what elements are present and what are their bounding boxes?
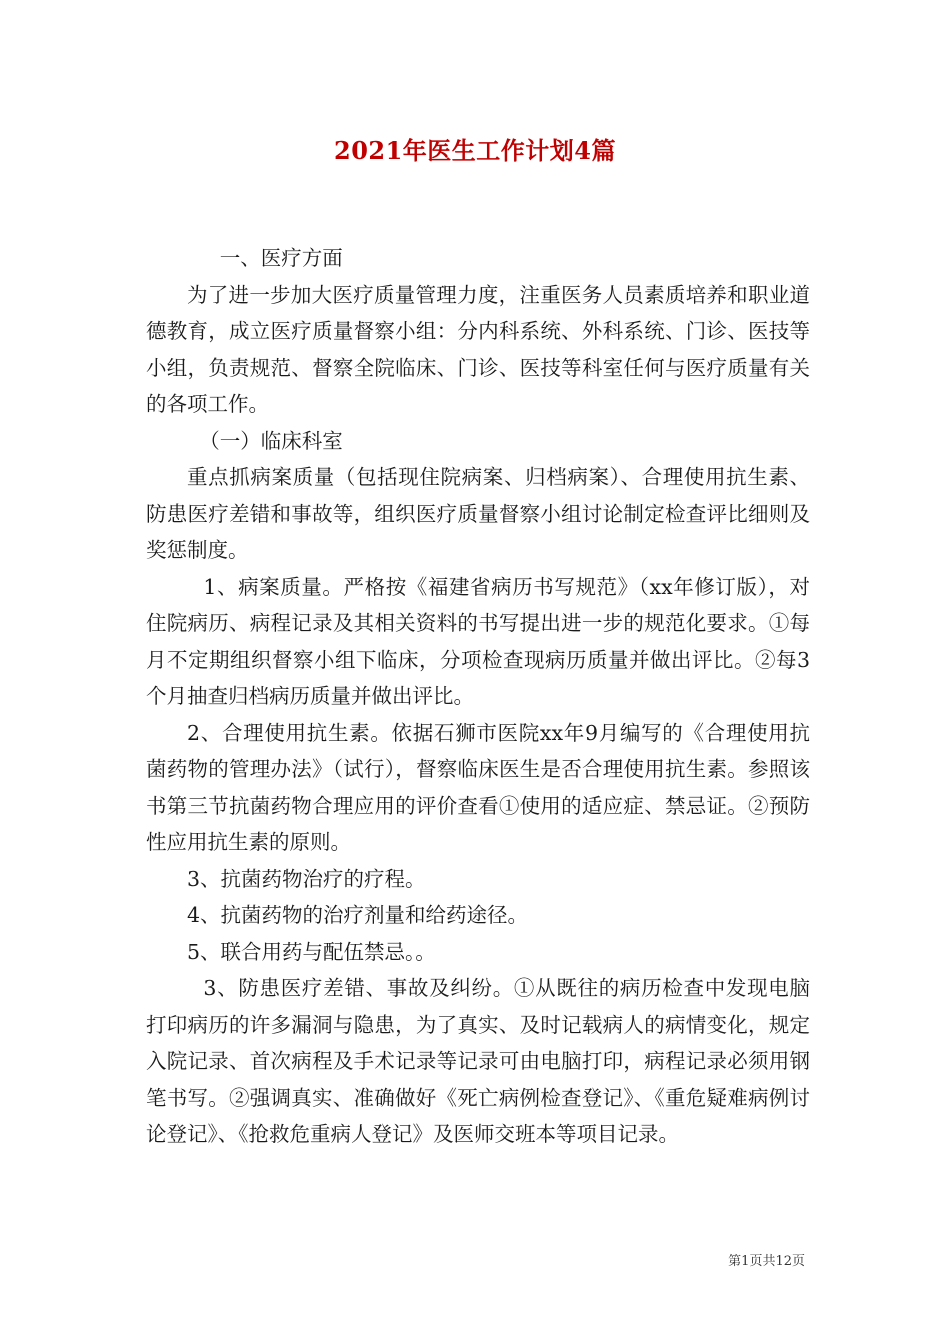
paragraph-item-error-prevention: 3、防患医疗差错、事故及纠纷。①从既往的病历检查中发现电脑打印病历的许多漏洞与隐患，为了真实、及时记载病人的病情变化，规定入院记录、首次病程及手术记录等记录可由电脑打印，病程记录必须用钢笔书写。②强调真实、准确做好《死亡病例检查登记》、《重危疑难病例讨论登记》、《抢救危重病人登记》及医师交班本等项目记录。 (146, 976, 810, 1146)
page-number-footer: 第1页共12页 (728, 1254, 805, 1269)
paragraph-intro: 为了进一步加大医疗质量管理力度，注重医务人员素质培养和职业道德教育，成立医疗质量督察小组：分内科系统、外科系统、门诊、医技等小组，负责规范、督察全院临床、门诊、医技等科室任何与医疗质量有关的各项工作。 (146, 282, 810, 416)
document-body (146, 240, 810, 1153)
document-title: 2021年医生工作计划4篇 (334, 136, 616, 165)
paragraph-item-combination: 5、联合用药与配伍禁忌。。 (187, 939, 436, 964)
paragraph-item-medical-records: 1、病案质量。严格按《福建省病历书写规范》（xx年修订版），对住院病历、病程记录及其相关资料的书写提出进一步的规范化要求。①每月不定期组织督察小组下临床，分项检查现病历质量并做出评比。②每3个月抽查归档病历质量并做出评比。 (146, 574, 810, 708)
paragraph-item-dosage: 4、抗菌药物的治疗剂量和给药途径。 (187, 903, 529, 927)
paragraph-item-course: 3、抗菌药物治疗的疗程。 (187, 866, 426, 891)
section-heading-medical: 一、医疗方面 (219, 246, 343, 270)
subsection-heading-clinical: （一）临床科室 (199, 428, 343, 453)
paragraph-clinical-focus: 重点抓病案质量（包括现住院病案、归档病案）、合理使用抗生素、防患医疗差错和事故等，组织医疗质量督察小组讨论制定检查评比细则及奖惩制度。 (146, 465, 810, 562)
paragraph-item-antibiotics: 2、合理使用抗生素。依据石狮市医院xx年9月编写的《合理使用抗菌药物的管理办法》（试行），督察临床医生是否合理使用抗生素。参照该书第三节抗菌药物合理应用的评价查看①使用的适应症、禁忌证。②预防性应用抗生素的原则。 (146, 720, 810, 854)
